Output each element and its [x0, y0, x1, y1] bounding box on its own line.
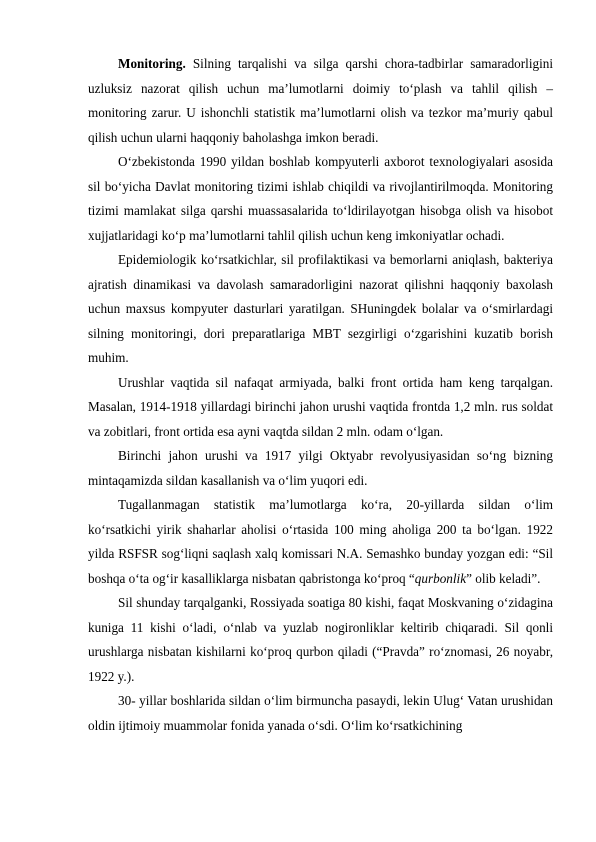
- paragraph-thirties: 30- yillar boshlarida sildan o‘lim birmuncha pasaydi, lekin Ulug‘ Vatan urushidan oldin ijtimoiy muammolar fonida yanada o‘sdi. O‘lim ko‘rsatkichining: [88, 693, 553, 733]
- paragraph-uzbekistan-system: O‘zbekistonda 1990 yildan boshlab kompyuterli axborot texnologiyalari asosida sil bo‘yicha Davlat monitoring tizimi ishlab chiqildi va rivojlantirilmoqda. Monitoring tizimi mamlakat silga qarshi muassasalarida to‘ldirilayotgan hisobga olish va hisobot xujjatlaridagi ko‘p ma’lumotlarni tahlil qilish uchun keng imkoniyatlar ochadi.: [88, 154, 553, 243]
- paragraph-war-times: Urushlar vaqtida sil nafaqat armiyada, balki front ortida ham keng tarqalgan. Masalan, 1914-1918 yillardagi birinchi jahon urushi vaqtida frontda 1,2 mln. rus soldat va zobitlari, front ortida esa ayni vaqtda sildan 2 mln. odam o‘lgan.: [88, 374, 553, 439]
- paragraph-monitoring: [88, 52, 553, 150]
- paragraph-russia: Sil shunday tarqalganki, Rossiyada soatiga 80 kishi, faqat Moskvaning o‘zidagina kuniga 11 kishi o‘ladi, o‘nlab va yuzlab nogironliklar keltirib chiqaradi. Sil qonli urushlarga nisbatan kishilarni ko‘proq qurbon qiladi (“Pravda” ro‘znomasi, 26 noyabr, 1922 y.).: [88, 595, 553, 684]
- paragraph-text: Tugallanmagan statistik ma’lumotlarga ko‘ra, 20-yillarda sildan o‘lim ko‘rsatkichi yirik shaharlar aholisi o‘rtasida 100 ming aholiga 200 ta bo‘lgan. 1922 yilda RSFSR sog‘liqni saqlash xalq komissari N.A. Semashko bunday yozgan edi: “Sil boshqa o‘ta og‘ir kasalliklarga nisbatan qabristonga ko‘proq “: [88, 497, 553, 586]
- document-page: [88, 52, 553, 738]
- paragraph-epidemiology: Epidemiologik ko‘rsatkichlar, sil profilaktikasi va bemorlarni aniqlash, bakteriya ajratish dinamikasi va davolash samaradorligini nazorat qilishni haqqoniy baxolash uchun maxsus kompyuter dasturlari yaratilgan. SHuningdek bolalar va o‘smirlardagi silning monitoringi, dori preparatlariga MBT sezgirligi o‘zgarishini kuzatib borish muhim.: [88, 252, 553, 365]
- paragraph-text: Silning tarqalishi va silga qarshi chora-tadbirlar samaradorligini uzluksiz nazorat qilish uchun ma’lumotlarni doimiy to‘plash va tahlil qilish – monitoring zarur. U ishonchli statistik ma’lumotlarni olish va tezkor ma’muriy qabul qilish uchun ularni haqqoniy baholashga imkon beradi.: [88, 56, 553, 145]
- paragraph-post-war: Birinchi jahon urushi va 1917 yilgi Oktyabr revolyusiyasidan so‘ng bizning mintaqamizda sildan kasallanish va o‘lim yuqori edi.: [88, 448, 553, 488]
- paragraph-statistics: [88, 493, 553, 591]
- term-heading: Monitoring.: [118, 56, 186, 71]
- italic-word: qurbonlik: [414, 570, 467, 586]
- paragraph-text-after: ” olib keladi”.: [466, 570, 541, 586]
